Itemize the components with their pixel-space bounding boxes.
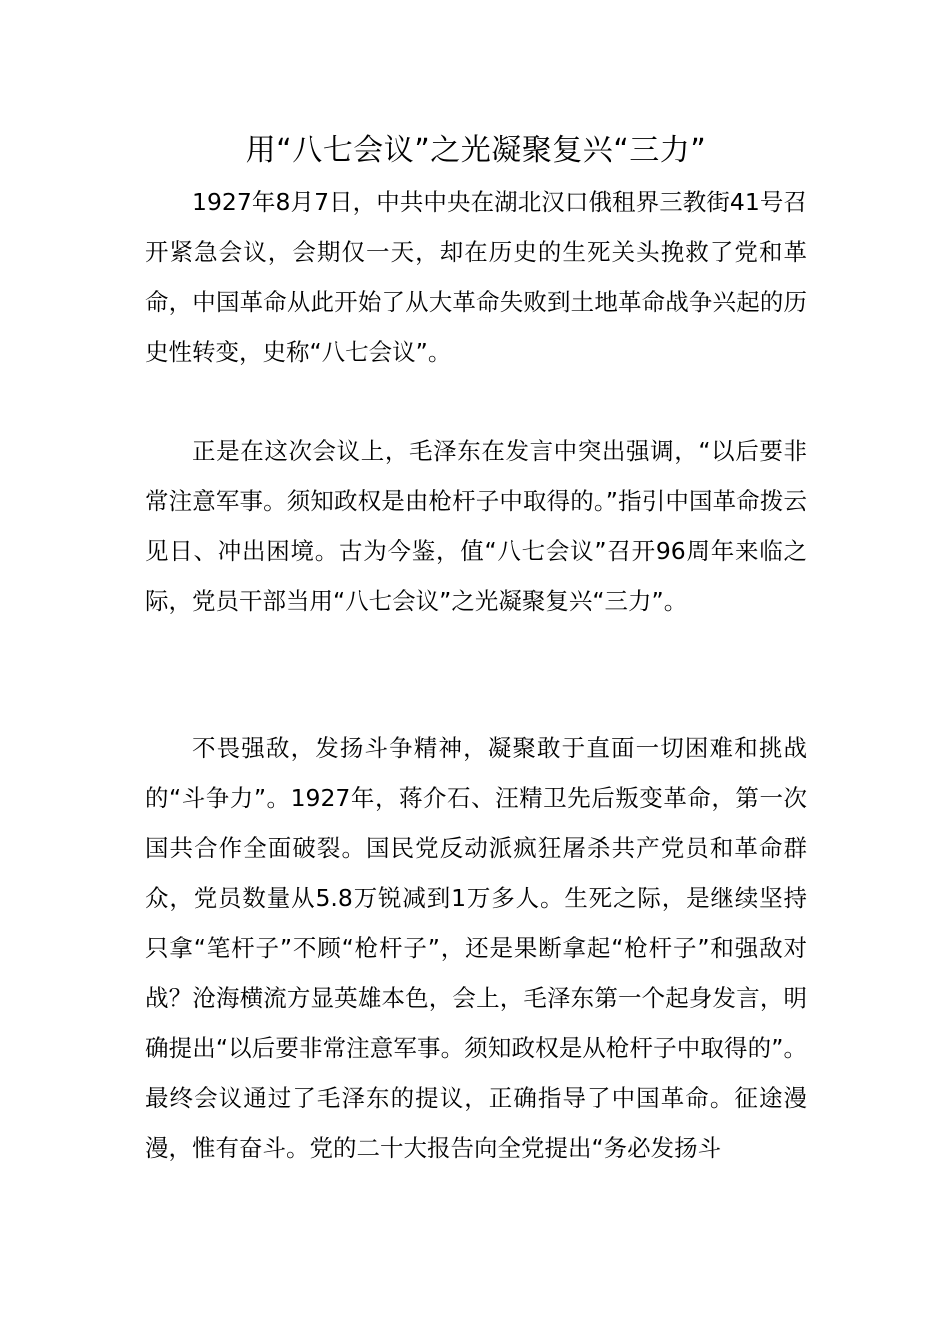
paragraph-1: 1927年8月7日，中共中央在湖北汉口俄租界三教街41号召开紧急会议，会期仅一天，却在历史的生死关头挽救了党和革命，中国革命从此开始了从大革命失败到土地革命战争兴起的历史性转变，史称“八七会议”。 <box>145 188 807 366</box>
paragraph-3: 不畏强敌，发扬斗争精神，凝聚敢于直面一切困难和挑战的“斗争力”。1927年，蒋介石、汪精卫先后叛变革命，第一次国共合作全面破裂。国民党反动派疯狂屠杀共产党员和革命群众，党员数量从5.8万锐减到1万多人。生死之际，是继续坚持只拿“笔杆子”不顾“枪杆子”，还是果断拿起“枪杆子”和强敌对战？沧海横流方显英雄本色，会上，毛泽东第一个起身发言，明确提出“以后要非常注意军事。须知政权是从枪杆子中取得的”。最终会议通过了毛泽东的提议，正确指导了中国革命。征途漫漫，惟有奋斗。党的二十大报告向全党提出“务必发扬斗 <box>145 734 807 1162</box>
paragraph-2: 正是在这次会议上，毛泽东在发言中突出强调，“以后要非常注意军事。须知政权是由枪杆子中取得的。”指引中国革命拨云见日、冲出困境。古为今鉴，值“八七会议”召开96周年来临之际，党员干部当用“八七会议”之光凝聚复兴“三力”。 <box>145 437 807 615</box>
document-title: 用“八七会议”之光凝聚复兴“三力” <box>245 133 707 168</box>
